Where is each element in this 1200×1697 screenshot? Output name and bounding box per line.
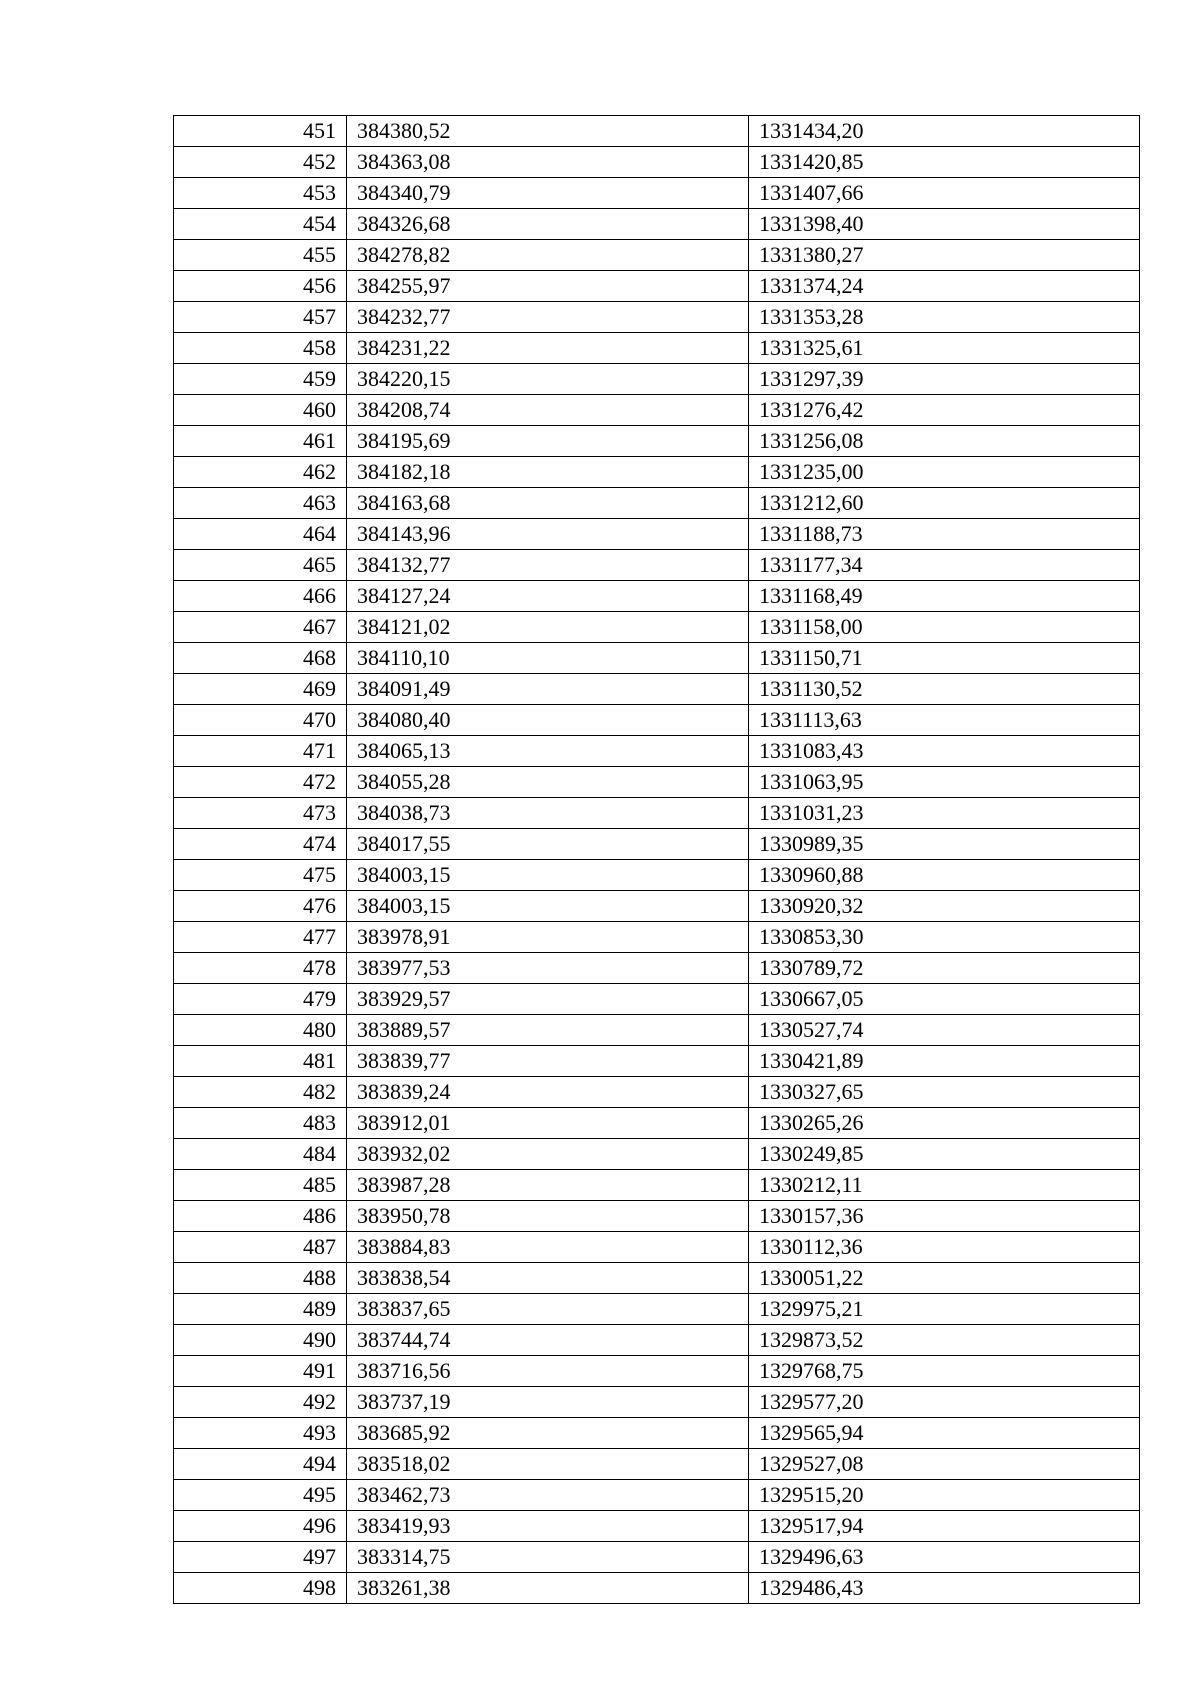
x-coordinate-cell: 384080,40 xyxy=(347,705,749,736)
x-coordinate-cell: 384195,69 xyxy=(347,426,749,457)
point-number-cell: 468 xyxy=(174,643,347,674)
table-row xyxy=(174,1201,1140,1232)
coordinates-table xyxy=(173,115,1140,1604)
table-row xyxy=(174,1046,1140,1077)
table-row xyxy=(174,550,1140,581)
point-number-cell: 497 xyxy=(174,1542,347,1573)
x-coordinate-cell: 384208,74 xyxy=(347,395,749,426)
point-number-cell: 465 xyxy=(174,550,347,581)
table-row xyxy=(174,705,1140,736)
x-coordinate-cell: 383978,91 xyxy=(347,922,749,953)
x-coordinate-cell: 384232,77 xyxy=(347,302,749,333)
y-coordinate-cell: 1329496,63 xyxy=(749,1542,1140,1573)
point-number-cell: 493 xyxy=(174,1418,347,1449)
x-coordinate-cell: 384065,13 xyxy=(347,736,749,767)
x-coordinate-cell: 383737,19 xyxy=(347,1387,749,1418)
point-number-cell: 488 xyxy=(174,1263,347,1294)
x-coordinate-cell: 384003,15 xyxy=(347,891,749,922)
x-coordinate-cell: 384231,22 xyxy=(347,333,749,364)
table-row xyxy=(174,1356,1140,1387)
point-number-cell: 469 xyxy=(174,674,347,705)
y-coordinate-cell: 1331353,28 xyxy=(749,302,1140,333)
x-coordinate-cell: 383518,02 xyxy=(347,1449,749,1480)
table-row xyxy=(174,1542,1140,1573)
point-number-cell: 460 xyxy=(174,395,347,426)
x-coordinate-cell: 383838,54 xyxy=(347,1263,749,1294)
point-number-cell: 462 xyxy=(174,457,347,488)
table-row xyxy=(174,1139,1140,1170)
point-number-cell: 486 xyxy=(174,1201,347,1232)
y-coordinate-cell: 1331325,61 xyxy=(749,333,1140,364)
point-number-cell: 495 xyxy=(174,1480,347,1511)
y-coordinate-cell: 1330327,65 xyxy=(749,1077,1140,1108)
y-coordinate-cell: 1331031,23 xyxy=(749,798,1140,829)
table-row xyxy=(174,333,1140,364)
point-number-cell: 456 xyxy=(174,271,347,302)
point-number-cell: 480 xyxy=(174,1015,347,1046)
y-coordinate-cell: 1331177,34 xyxy=(749,550,1140,581)
table-row xyxy=(174,736,1140,767)
point-number-cell: 467 xyxy=(174,612,347,643)
y-coordinate-cell: 1330920,32 xyxy=(749,891,1140,922)
y-coordinate-cell: 1329517,94 xyxy=(749,1511,1140,1542)
point-number-cell: 454 xyxy=(174,209,347,240)
y-coordinate-cell: 1331212,60 xyxy=(749,488,1140,519)
table-row xyxy=(174,1573,1140,1604)
table-row xyxy=(174,1511,1140,1542)
y-coordinate-cell: 1331256,08 xyxy=(749,426,1140,457)
table-row xyxy=(174,364,1140,395)
point-number-cell: 491 xyxy=(174,1356,347,1387)
table-row xyxy=(174,1480,1140,1511)
point-number-cell: 458 xyxy=(174,333,347,364)
y-coordinate-cell: 1329565,94 xyxy=(749,1418,1140,1449)
table-row xyxy=(174,953,1140,984)
table-row xyxy=(174,1325,1140,1356)
y-coordinate-cell: 1331235,00 xyxy=(749,457,1140,488)
table-row xyxy=(174,116,1140,147)
point-number-cell: 476 xyxy=(174,891,347,922)
table-row xyxy=(174,1015,1140,1046)
table-row xyxy=(174,1263,1140,1294)
x-coordinate-cell: 383932,02 xyxy=(347,1139,749,1170)
x-coordinate-cell: 384003,15 xyxy=(347,860,749,891)
x-coordinate-cell: 383929,57 xyxy=(347,984,749,1015)
y-coordinate-cell: 1330667,05 xyxy=(749,984,1140,1015)
table-row xyxy=(174,457,1140,488)
x-coordinate-cell: 383744,74 xyxy=(347,1325,749,1356)
y-coordinate-cell: 1329527,08 xyxy=(749,1449,1140,1480)
point-number-cell: 466 xyxy=(174,581,347,612)
y-coordinate-cell: 1330051,22 xyxy=(749,1263,1140,1294)
y-coordinate-cell: 1330853,30 xyxy=(749,922,1140,953)
table-row xyxy=(174,488,1140,519)
x-coordinate-cell: 384132,77 xyxy=(347,550,749,581)
y-coordinate-cell: 1331150,71 xyxy=(749,643,1140,674)
table-row xyxy=(174,1418,1140,1449)
point-number-cell: 457 xyxy=(174,302,347,333)
x-coordinate-cell: 384017,55 xyxy=(347,829,749,860)
point-number-cell: 489 xyxy=(174,1294,347,1325)
table-row xyxy=(174,922,1140,953)
x-coordinate-cell: 383837,65 xyxy=(347,1294,749,1325)
table-row xyxy=(174,798,1140,829)
table-row xyxy=(174,1077,1140,1108)
y-coordinate-cell: 1331158,00 xyxy=(749,612,1140,643)
point-number-cell: 472 xyxy=(174,767,347,798)
point-number-cell: 453 xyxy=(174,178,347,209)
point-number-cell: 481 xyxy=(174,1046,347,1077)
x-coordinate-cell: 383419,93 xyxy=(347,1511,749,1542)
table-row xyxy=(174,674,1140,705)
point-number-cell: 463 xyxy=(174,488,347,519)
x-coordinate-cell: 383685,92 xyxy=(347,1418,749,1449)
y-coordinate-cell: 1331407,66 xyxy=(749,178,1140,209)
table-row xyxy=(174,891,1140,922)
y-coordinate-cell: 1331276,42 xyxy=(749,395,1140,426)
point-number-cell: 461 xyxy=(174,426,347,457)
y-coordinate-cell: 1331083,43 xyxy=(749,736,1140,767)
x-coordinate-cell: 384143,96 xyxy=(347,519,749,550)
table-row xyxy=(174,581,1140,612)
y-coordinate-cell: 1331380,27 xyxy=(749,240,1140,271)
y-coordinate-cell: 1329768,75 xyxy=(749,1356,1140,1387)
x-coordinate-cell: 384055,28 xyxy=(347,767,749,798)
table-row xyxy=(174,1294,1140,1325)
x-coordinate-cell: 383261,38 xyxy=(347,1573,749,1604)
x-coordinate-cell: 383950,78 xyxy=(347,1201,749,1232)
table-row xyxy=(174,302,1140,333)
y-coordinate-cell: 1331434,20 xyxy=(749,116,1140,147)
y-coordinate-cell: 1330989,35 xyxy=(749,829,1140,860)
y-coordinate-cell: 1330421,89 xyxy=(749,1046,1140,1077)
table-row xyxy=(174,147,1140,178)
table-row xyxy=(174,1170,1140,1201)
x-coordinate-cell: 383889,57 xyxy=(347,1015,749,1046)
x-coordinate-cell: 383839,77 xyxy=(347,1046,749,1077)
y-coordinate-cell: 1329486,43 xyxy=(749,1573,1140,1604)
point-number-cell: 483 xyxy=(174,1108,347,1139)
x-coordinate-cell: 383462,73 xyxy=(347,1480,749,1511)
table-row xyxy=(174,612,1140,643)
y-coordinate-cell: 1330527,74 xyxy=(749,1015,1140,1046)
y-coordinate-cell: 1330157,36 xyxy=(749,1201,1140,1232)
x-coordinate-cell: 384380,52 xyxy=(347,116,749,147)
y-coordinate-cell: 1331063,95 xyxy=(749,767,1140,798)
x-coordinate-cell: 384326,68 xyxy=(347,209,749,240)
point-number-cell: 464 xyxy=(174,519,347,550)
point-number-cell: 473 xyxy=(174,798,347,829)
x-coordinate-cell: 384110,10 xyxy=(347,643,749,674)
point-number-cell: 479 xyxy=(174,984,347,1015)
y-coordinate-cell: 1331297,39 xyxy=(749,364,1140,395)
table-row xyxy=(174,209,1140,240)
point-number-cell: 494 xyxy=(174,1449,347,1480)
y-coordinate-cell: 1330212,11 xyxy=(749,1170,1140,1201)
point-number-cell: 452 xyxy=(174,147,347,178)
point-number-cell: 485 xyxy=(174,1170,347,1201)
y-coordinate-cell: 1329515,20 xyxy=(749,1480,1140,1511)
table-row xyxy=(174,240,1140,271)
x-coordinate-cell: 384340,79 xyxy=(347,178,749,209)
point-number-cell: 455 xyxy=(174,240,347,271)
point-number-cell: 477 xyxy=(174,922,347,953)
y-coordinate-cell: 1331420,85 xyxy=(749,147,1140,178)
y-coordinate-cell: 1331168,49 xyxy=(749,581,1140,612)
point-number-cell: 451 xyxy=(174,116,347,147)
point-number-cell: 498 xyxy=(174,1573,347,1604)
table-row xyxy=(174,643,1140,674)
y-coordinate-cell: 1329873,52 xyxy=(749,1325,1140,1356)
point-number-cell: 470 xyxy=(174,705,347,736)
y-coordinate-cell: 1330112,36 xyxy=(749,1232,1140,1263)
y-coordinate-cell: 1331188,73 xyxy=(749,519,1140,550)
table-row xyxy=(174,1108,1140,1139)
y-coordinate-cell: 1329577,20 xyxy=(749,1387,1140,1418)
table-row xyxy=(174,829,1140,860)
x-coordinate-cell: 383884,83 xyxy=(347,1232,749,1263)
table-row xyxy=(174,1449,1140,1480)
y-coordinate-cell: 1330265,26 xyxy=(749,1108,1140,1139)
y-coordinate-cell: 1330960,88 xyxy=(749,860,1140,891)
coordinates-table-body xyxy=(174,116,1140,1604)
x-coordinate-cell: 384220,15 xyxy=(347,364,749,395)
table-row xyxy=(174,860,1140,891)
x-coordinate-cell: 384121,02 xyxy=(347,612,749,643)
point-number-cell: 492 xyxy=(174,1387,347,1418)
point-number-cell: 478 xyxy=(174,953,347,984)
table-row xyxy=(174,984,1140,1015)
x-coordinate-cell: 383912,01 xyxy=(347,1108,749,1139)
x-coordinate-cell: 384182,18 xyxy=(347,457,749,488)
y-coordinate-cell: 1331398,40 xyxy=(749,209,1140,240)
y-coordinate-cell: 1330789,72 xyxy=(749,953,1140,984)
point-number-cell: 487 xyxy=(174,1232,347,1263)
table-row xyxy=(174,426,1140,457)
x-coordinate-cell: 384278,82 xyxy=(347,240,749,271)
x-coordinate-cell: 384038,73 xyxy=(347,798,749,829)
y-coordinate-cell: 1329975,21 xyxy=(749,1294,1140,1325)
y-coordinate-cell: 1330249,85 xyxy=(749,1139,1140,1170)
x-coordinate-cell: 383716,56 xyxy=(347,1356,749,1387)
x-coordinate-cell: 384091,49 xyxy=(347,674,749,705)
x-coordinate-cell: 384363,08 xyxy=(347,147,749,178)
point-number-cell: 484 xyxy=(174,1139,347,1170)
y-coordinate-cell: 1331130,52 xyxy=(749,674,1140,705)
table-row xyxy=(174,1387,1140,1418)
y-coordinate-cell: 1331113,63 xyxy=(749,705,1140,736)
table-row xyxy=(174,767,1140,798)
x-coordinate-cell: 383987,28 xyxy=(347,1170,749,1201)
y-coordinate-cell: 1331374,24 xyxy=(749,271,1140,302)
x-coordinate-cell: 384163,68 xyxy=(347,488,749,519)
table-row xyxy=(174,395,1140,426)
point-number-cell: 490 xyxy=(174,1325,347,1356)
table-row xyxy=(174,519,1140,550)
table-row xyxy=(174,271,1140,302)
x-coordinate-cell: 383977,53 xyxy=(347,953,749,984)
point-number-cell: 475 xyxy=(174,860,347,891)
point-number-cell: 496 xyxy=(174,1511,347,1542)
point-number-cell: 482 xyxy=(174,1077,347,1108)
point-number-cell: 474 xyxy=(174,829,347,860)
x-coordinate-cell: 384127,24 xyxy=(347,581,749,612)
table-row xyxy=(174,1232,1140,1263)
point-number-cell: 471 xyxy=(174,736,347,767)
x-coordinate-cell: 383839,24 xyxy=(347,1077,749,1108)
table-row xyxy=(174,178,1140,209)
point-number-cell: 459 xyxy=(174,364,347,395)
x-coordinate-cell: 383314,75 xyxy=(347,1542,749,1573)
x-coordinate-cell: 384255,97 xyxy=(347,271,749,302)
